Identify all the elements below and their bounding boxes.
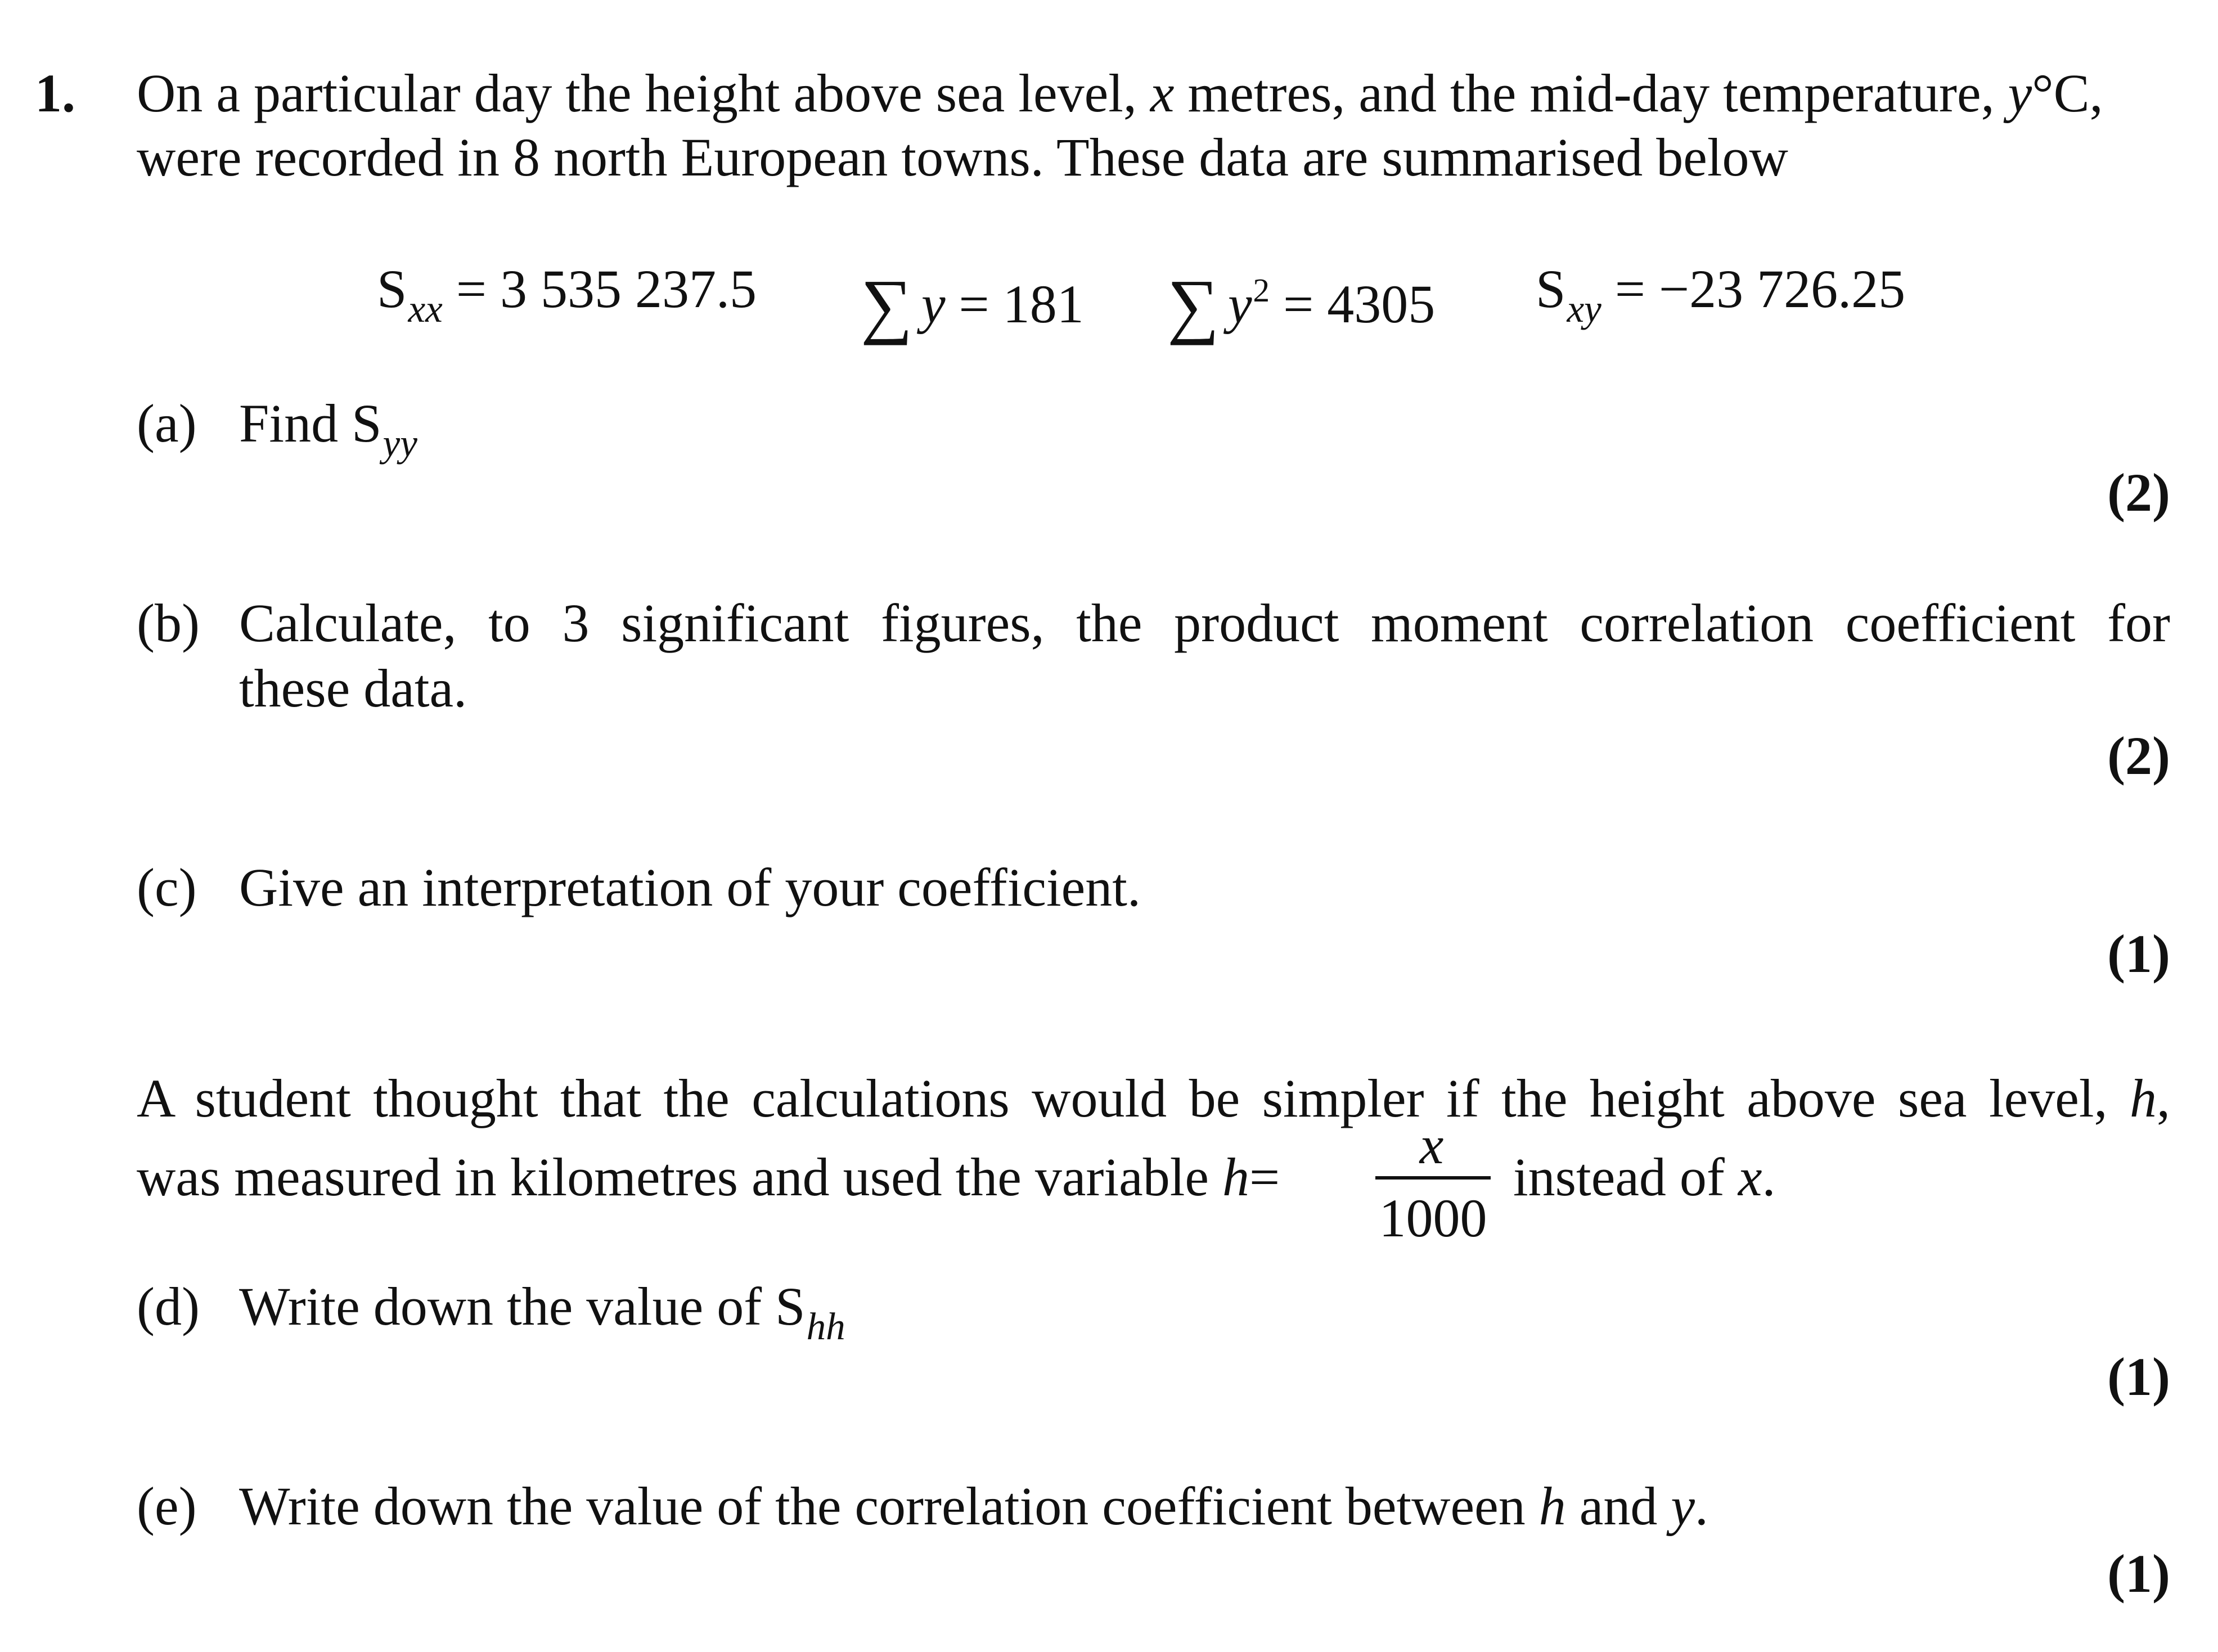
summary-value: = 4305 (1283, 274, 1436, 334)
summary-value: = 181 (959, 274, 1084, 334)
summary-sum-y-squared (1167, 262, 1436, 346)
part-a-label: (a) (137, 393, 197, 453)
part-c-marks: (1) (2107, 924, 2170, 984)
part-e-label: (e) (137, 1476, 197, 1536)
intro-line-1 (137, 63, 2103, 123)
student-text: instead of (1513, 1147, 1725, 1207)
part-e-marks: (1) (2107, 1543, 2170, 1604)
intro-text: metres, and the mid-day temperature, (1187, 63, 1995, 123)
variable-y: y (1227, 274, 1252, 334)
part-b-marks: (2) (2107, 726, 2170, 786)
s-symbol: S (377, 259, 407, 319)
sigma-symbol: ∑ (861, 265, 913, 346)
summary-value: = −23 726.25 (1614, 259, 1906, 319)
superscript: 2 (1253, 272, 1270, 309)
part-e-text (239, 1476, 1708, 1536)
intro-text: On a particular day the height above sea level, (137, 63, 1137, 123)
part-text: Find S (239, 393, 382, 453)
variable-h: h (2130, 1068, 2157, 1128)
equals-sign: = (1249, 1147, 1280, 1207)
part-d-marks: (1) (2107, 1347, 2170, 1407)
fraction-denominator: 1000 (1379, 1188, 1487, 1248)
summary-value: = 3 535 237.5 (456, 259, 757, 319)
part-text: Write down the value of the correlation coefficient between (239, 1476, 1526, 1536)
s-symbol: S (1536, 259, 1566, 319)
student-text: was measured in kilometres and used the variable (137, 1147, 1209, 1207)
variable-y: y (921, 274, 946, 334)
part-c-text: Give an interpretation of your coefficient. (239, 857, 1141, 917)
variable-h: h (1222, 1147, 1250, 1207)
fraction-numerator: x (1419, 1115, 1444, 1175)
part-c-label: (c) (137, 857, 197, 917)
punctuation: , (2157, 1068, 2170, 1128)
intro-line-2: were recorded in 8 north European towns. These data are summarised below (137, 127, 1788, 187)
student-text: A student thought that the calculations would be simpler if the height above sea level, (137, 1068, 2108, 1128)
part-d-label: (d) (137, 1276, 200, 1336)
student-line-2-end (1513, 1147, 1776, 1207)
subscript: yy (383, 421, 417, 465)
part-text: and (1579, 1476, 1658, 1536)
part-text: Write down the value of S (239, 1276, 806, 1336)
part-a-marks: (2) (2107, 462, 2170, 523)
subscript: xy (1567, 287, 1601, 331)
part-b-line-2: these data. (239, 658, 467, 718)
part-b-label: (b) (137, 593, 200, 653)
student-line-1 (137, 1068, 2170, 1128)
part-d-text (239, 1276, 845, 1348)
variable-x: x (1738, 1147, 1762, 1207)
variable-y: y (1671, 1476, 1695, 1536)
punctuation: . (1762, 1147, 1776, 1207)
variable-y: y (2008, 63, 2032, 123)
intro-text: °C, (2032, 63, 2103, 123)
variable-h: h (1538, 1476, 1566, 1536)
summary-sum-y (861, 262, 1084, 346)
variable-x: x (1150, 63, 1175, 123)
question-number: 1. (35, 63, 75, 123)
sigma-symbol: ∑ (1167, 265, 1220, 346)
subscript: hh (806, 1304, 845, 1348)
punctuation: . (1694, 1476, 1708, 1536)
student-line-2-start (137, 1147, 1280, 1207)
summary-sxy (1536, 259, 1906, 331)
fraction-bar (1375, 1176, 1491, 1180)
summary-sxx (377, 259, 757, 331)
part-b-line-1: Calculate, to 3 significant figures, the product moment correlation coefficient for (239, 593, 2170, 653)
part-a-text (239, 393, 417, 465)
subscript: xx (408, 287, 443, 331)
